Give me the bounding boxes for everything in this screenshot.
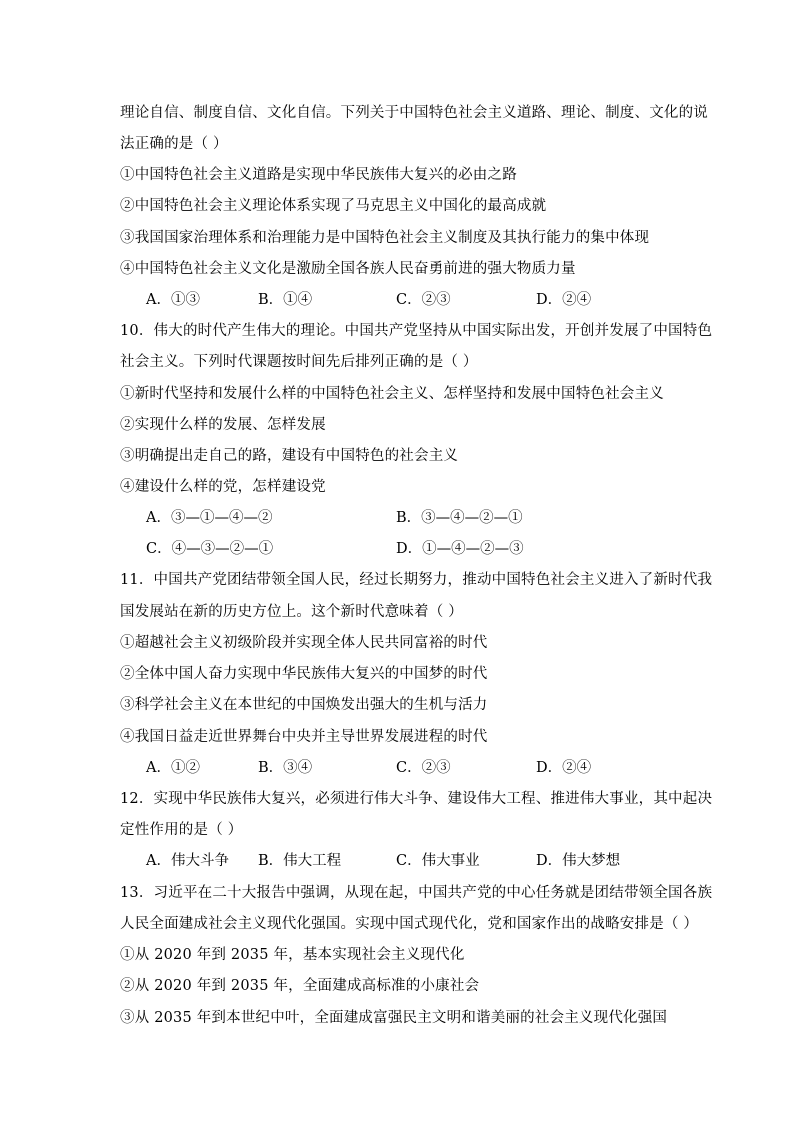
q11-item-3: ③科学社会主义在本世纪的中国焕发出强大的生机与活力 [120, 697, 488, 713]
q11-item-1: ①超越社会主义初级阶段并实现全体人民共同富裕的时代 [120, 635, 488, 651]
q10-option-b: B．③—④—②—① [396, 510, 523, 526]
q13-item-2: ②从 2020 年到 2035 年，全面建成高标准的小康社会 [120, 978, 480, 994]
q10-option-a: A．③—①—④—② [146, 510, 273, 526]
q9-option-a: A．①③ [146, 292, 200, 308]
q9-stem-line1: 理论自信、制度自信、文化自信。下列关于中国特色社会主义道路、理论、制度、文化的说 [120, 105, 708, 121]
q11-option-b: B．③④ [258, 760, 313, 776]
q11-option-a: A．①② [146, 760, 200, 776]
q11-stem-line2: 国发展站在新的历史方位上。这个新时代意味着（ ） [120, 604, 463, 620]
q12-option-a: A．伟大斗争 [146, 853, 229, 869]
q9-item-2: ②中国特色社会主义理论体系实现了马克思主义中国化的最高成就 [120, 198, 547, 214]
q13-item-3: ③从 2035 年到本世纪中叶，全面建成富强民主文明和谐美丽的社会主义现代化强国 [120, 1010, 668, 1026]
q12-option-b: B．伟大工程 [258, 853, 342, 869]
q9-option-d: D．②④ [536, 292, 592, 308]
q11-item-2: ②全体中国人奋力实现中华民族伟大复兴的中国梦的时代 [120, 666, 488, 682]
q10-item-1: ①新时代坚持和发展什么样的中国特色社会主义、怎样坚持和发展中国特色社会主义 [120, 386, 664, 402]
q11-option-d: D．②④ [536, 760, 592, 776]
q9-option-b: B．①④ [258, 292, 313, 308]
q12-stem-line1: 12．实现中华民族伟大复兴，必须进行伟大斗争、建设伟大工程、推进伟大事业，其中起决 [120, 791, 713, 807]
q10-item-2: ②实现什么样的发展、怎样发展 [120, 417, 326, 433]
q11-stem-line1: 11．中国共产党团结带领全国人民，经过长期努力，推动中国特色社会主义进入了新时代我 [120, 572, 713, 588]
q12-option-c: C．伟大事业 [396, 853, 480, 869]
q10-item-4: ④建设什么样的党，怎样建设党 [120, 479, 326, 495]
q11-item-4: ④我国日益走近世界舞台中央并主导世界发展进程的时代 [120, 729, 488, 745]
q9-item-1: ①中国特色社会主义道路是实现中华民族伟大复兴的必由之路 [120, 167, 517, 183]
q10-stem-line2: 社会主义。下列时代课题按时间先后排列正确的是（ ） [120, 354, 478, 370]
q13-item-1: ①从 2020 年到 2035 年，基本实现社会主义现代化 [120, 947, 465, 963]
q12-option-d: D．伟大梦想 [536, 853, 621, 869]
q9-stem-line2: 法正确的是（ ） [120, 136, 228, 152]
q10-item-3: ③明确提出走自己的路，建设有中国特色的社会主义 [120, 448, 459, 464]
q9-option-c: C．②③ [396, 292, 451, 308]
q10-stem-line1: 10．伟大的时代产生伟大的理论。中国共产党坚持从中国实际出发，开创并发展了中国特色 [120, 323, 713, 339]
q13-stem-line2: 人民全面建成社会主义现代化强国。实现中国式现代化，党和国家作出的战略安排是（ ） [120, 916, 699, 932]
q10-option-d: D．①—④—②—③ [396, 541, 524, 557]
q12-stem-line2: 定性作用的是（ ） [120, 822, 243, 838]
q9-item-3: ③我国国家治理体系和治理能力是中国特色社会主义制度及其执行能力的集中体现 [120, 230, 650, 246]
q13-stem-line1: 13．习近平在二十大报告中强调，从现在起，中国共产党的中心任务就是团结带领全国各族 [120, 885, 713, 901]
q10-option-c: C．④—③—②—① [146, 541, 274, 557]
q11-option-c: C．②③ [396, 760, 451, 776]
q9-item-4: ④中国特色社会主义文化是激励全国各族人民奋勇前进的强大物质力量 [120, 261, 576, 277]
